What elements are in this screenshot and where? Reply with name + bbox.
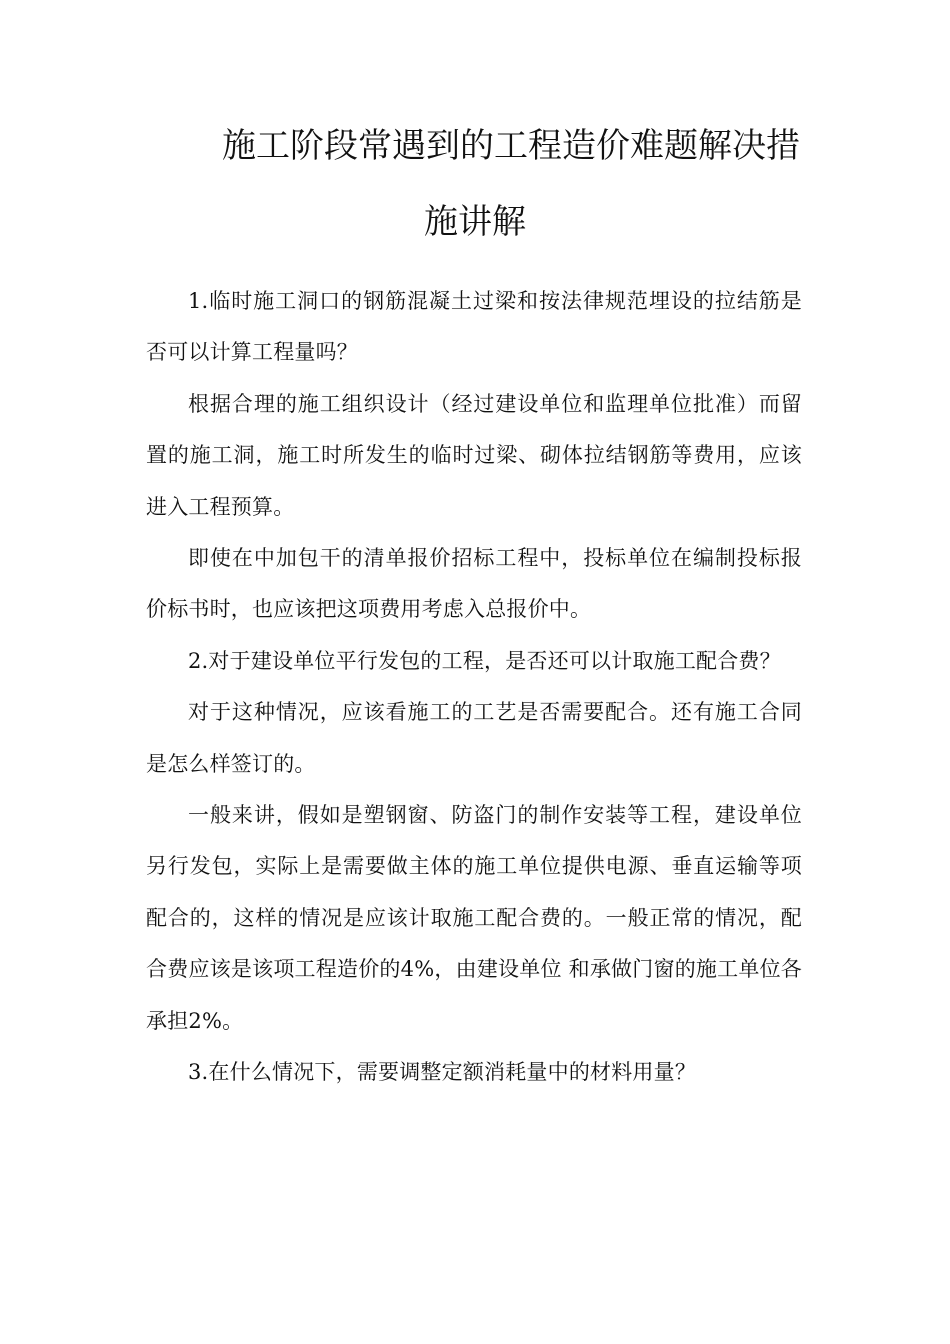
paragraph-question-3: 3.在什么情况下，需要调整定额消耗量中的材料用量？ xyxy=(188,1060,697,1085)
paragraph-question-1: 1.临时施工洞口的钢筋混凝土过梁和按法律规范埋设的拉结筋是否可以计算工程量吗？ xyxy=(146,289,802,365)
paragraph-answer-1a: 根据合理的施工组织设计（经过建设单位和监理单位批准）而留置的施工洞，施工时所发生的临时过梁、砌体拉结钢筋等费用，应该进入工程预算。 xyxy=(146,391,802,519)
document-title-line-1: 施工阶段常遇到的工程造价难题解决措 xyxy=(222,126,800,166)
paragraph-answer-1b: 即使在中加包干的清单报价招标工程中，投标单位在编制投标报价标书时，也应该把这项费用考虑入总报价中。 xyxy=(146,546,802,622)
paragraph-answer-2b: 一般来讲，假如是塑钢窗、防盗门的制作安装等工程，建设单位另行发包，实际上是需要做主体的施工单位提供电源、垂直运输等项配合的，这样的情况是应该计取施工配合费的。一般正常的情况，配合费应该是该项工程造价的4%，由建设单位 和承做门窗的施工单位各承担2%。 xyxy=(146,803,802,1033)
paragraph-answer-2a: 对于这种情况，应该看施工的工艺是否需要配合。还有施工合同是怎么样签订的。 xyxy=(146,700,802,776)
document-body xyxy=(146,276,802,1099)
paragraph-question-2: 2.对于建设单位平行发包的工程，是否还可以计取施工配合费？ xyxy=(188,648,781,673)
document-title-line-2: 施讲解 xyxy=(424,202,526,242)
